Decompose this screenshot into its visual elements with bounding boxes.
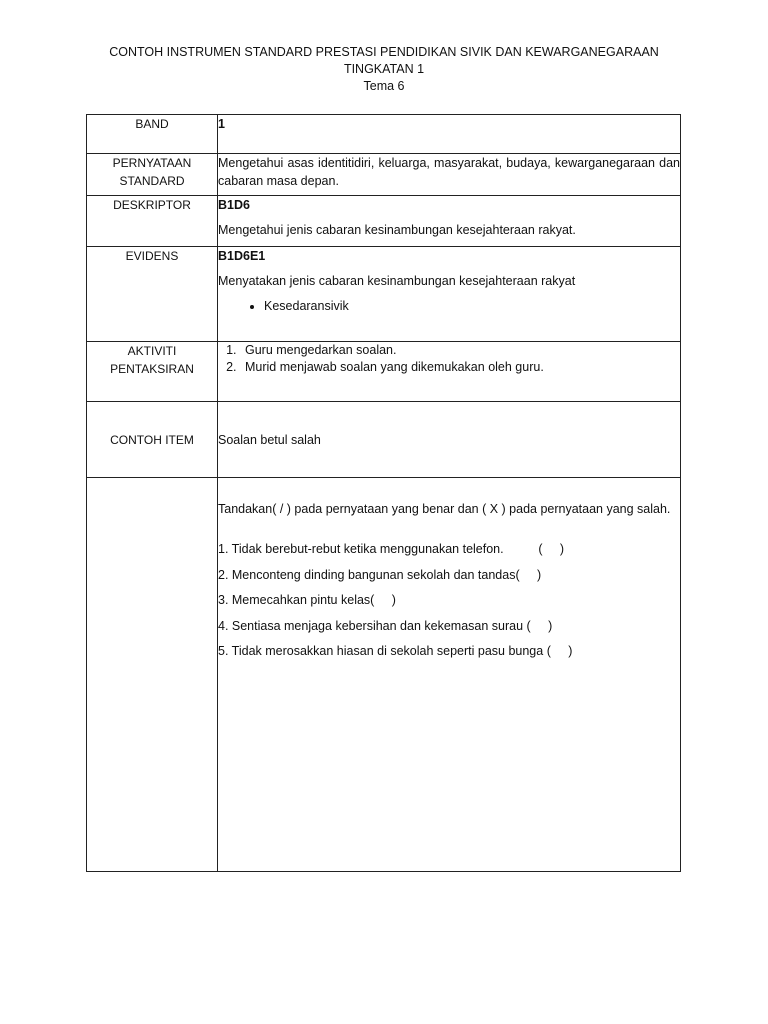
pernyataan-label-line2: STANDARD [119,174,185,188]
questions-cell [218,478,681,872]
contoh-item-label: CONTOH ITEM [87,402,218,478]
question-item [218,617,680,635]
question-gap [504,542,539,556]
evidens-code: B1D6E1 [218,249,266,263]
answer-bracket[interactable]: ( ) [538,542,565,556]
evidens-text: Menyatakan jenis cabaran kesinambungan kesejahteraan rakyat [218,274,576,288]
aktiviti-item: 2. Murid menjawab soalan yang dikemukakan oleh guru. [240,359,680,376]
row-questions [87,478,681,872]
aktiviti-item: 1. Guru mengedarkan soalan. [240,342,680,359]
pernyataan-label [87,154,218,196]
question-text: 3. Memecahkan pintu kelas [218,593,371,607]
row-pernyataan-standard [87,154,681,196]
questions-label-empty [87,478,218,872]
evidens-label: EVIDENS [87,247,218,342]
assessment-table [86,114,681,872]
contoh-item-text: Soalan betul salah [218,402,681,478]
row-aktiviti-pentaksiran [87,342,681,402]
aktiviti-label-line2: PENTAKSIRAN [110,362,194,376]
question-text: 2. Menconteng dinding bangunan sekolah dan tandas [218,567,516,582]
question-item [218,566,680,584]
question-text: 5. Tidak merosakkan hiasan di sekolah seperti pasu bunga [218,644,544,658]
deskriptor-label: DESKRIPTOR [87,196,218,247]
row-contoh-item [87,402,681,478]
evidens-bullet-item: • Kesedaransivik [264,297,680,315]
deskriptor-cell [218,196,681,247]
pernyataan-text: Mengetahui asas identitidiri, keluarga, masyarakat, budaya, kewarganegaraan dan cabaran masa depan. [218,154,681,196]
answer-bracket[interactable]: ( ) [370,593,396,607]
pernyataan-label-line1: PERNYATAAN [112,156,192,170]
deskriptor-text: Mengetahui jenis cabaran kesinambungan kesejahteraan rakyat. [218,223,576,237]
row-band [87,115,681,154]
document-theme: Tema 6 [363,79,405,93]
row-evidens [87,247,681,342]
band-label: BAND [87,115,218,154]
document-title: CONTOH INSTRUMEN STANDARD PRESTASI PENDIDIKAN SIVIK DAN KEWARGANEGARAAN [109,45,659,59]
answer-bracket[interactable]: ( ) [526,618,553,633]
evidens-cell [218,247,681,342]
answer-bracket[interactable]: ( ) [515,567,542,582]
question-text: 1. Tidak berebut-rebut ketika menggunakan telefon. [218,542,504,556]
answer-bracket[interactable]: ( ) [546,644,573,658]
aktiviti-cell [218,342,681,402]
deskriptor-code: B1D6 [218,198,250,212]
aktiviti-list [218,342,680,376]
evidens-bullet-list [218,297,680,315]
question-item [218,591,680,609]
questions-list [218,540,680,660]
band-value: 1 [218,115,681,154]
aktiviti-label [87,342,218,402]
questions-instruction: Tandakan( / ) pada pernyataan yang benar dan ( X ) pada pernyataan yang salah. [218,502,671,516]
aktiviti-label-line1: AKTIVITI [127,344,177,358]
question-item [218,540,680,558]
question-item [218,642,680,660]
document-level: TINGKATAN 1 [343,62,425,76]
row-deskriptor [87,196,681,247]
question-text: 4. Sentiasa menjaga kebersihan dan kekemasan surau [218,618,524,633]
document-header [0,44,768,95]
